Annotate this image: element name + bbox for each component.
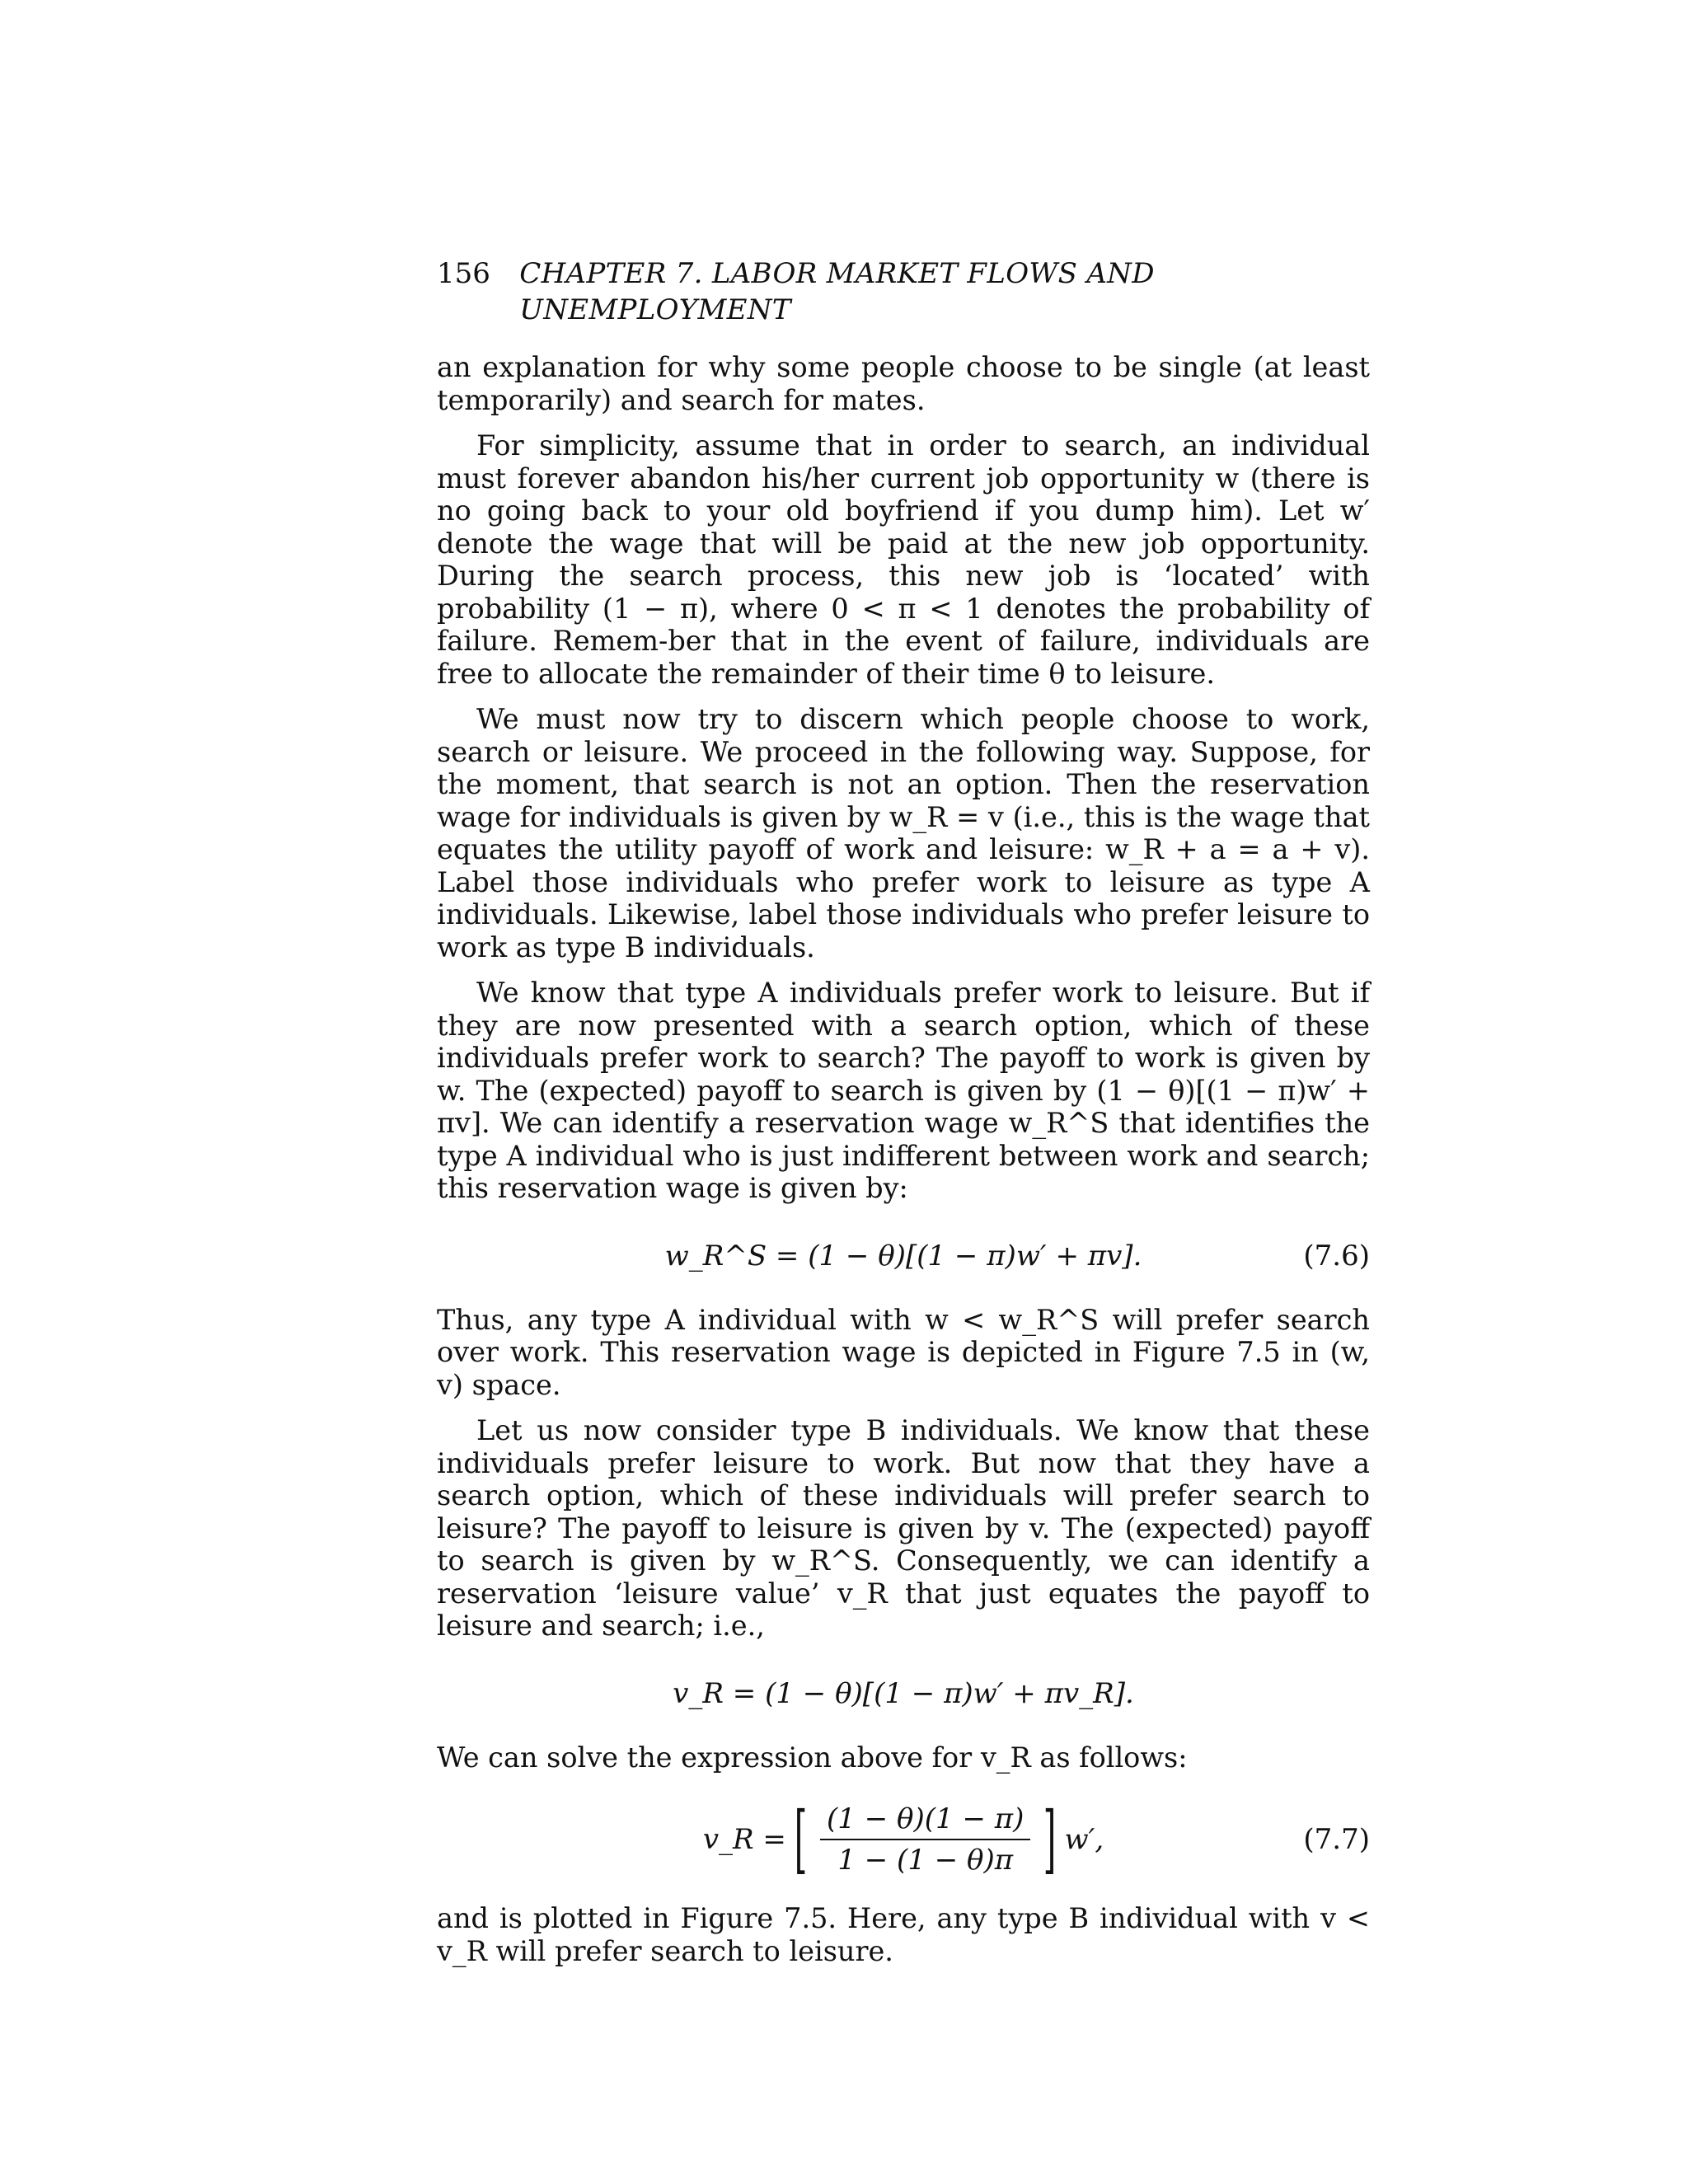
paragraph-7: We can solve the expression above for v_R as follows: [437,1741,1188,1774]
paragraph-1: an explanation for why some people choose to be single (at least temporarily) and search for mates. [437,351,1370,416]
right-bracket: ] [1043,1796,1057,1882]
equation-7-6 [437,1218,1370,1294]
chapter-title: CHAPTER 7. LABOR MARKET FLOWS AND UNEMPLOYMENT [519,257,1155,326]
equation-7-7-number: (7.7) [1303,1823,1370,1856]
paragraph-4: We know that type A individuals prefer work to leisure. But if they are now presented with a search option, which of these individuals prefer work to search? The payoff to work is given by w. The (expected) payoff to search is given by (1 − θ)[(1 − π)w′ + πv]. We can identify a reservation wage w_R^S that identifies the type A individual who is just indifferent between work and search; this reservation wage is given by: [437,977,1370,1204]
page-header [437,255,1370,328]
fraction-denominator: 1 − (1 − θ)π [837,1844,1014,1877]
paragraph-3: We must now try to discern which people choose to work, search or leisure. We proceed in the following way. Suppose, for the moment, that search is not an option. Then the reservation wage for individuals is given by w_R = v (i.e., this is the wage that equates the utility payoff of work and leisure: w_R + a = a + v). Label those individuals who prefer work to leisure as type A individuals. Likewise, label those individuals who prefer leisure to work as type B individuals. [437,703,1370,963]
document-page [437,255,1370,1980]
equation-vr-body: v_R = (1 − θ)[(1 − π)w′ + πv_R]. [673,1676,1134,1710]
equation-7-6-number: (7.6) [1303,1239,1370,1272]
left-bracket: [ [794,1796,808,1882]
equation-7-6-body: w_R^S = (1 − θ)[(1 − π)w′ + πv]. [664,1239,1142,1272]
paragraph-5: Thus, any type A individual with w < w_R^S will prefer search over work. This reservation wage is depicted in Figure 7.5 in (w, v) space. [437,1303,1370,1401]
equation-7-7-lhs: v_R = [702,1823,786,1856]
page-number: 156 [437,257,490,290]
paragraph-6: Let us now consider type B individuals. We know that these individuals prefer leisure to work. But now that they have a search option, which of these individuals will prefer search to leisure? The payoff to leisure is given by v. The (expected) payoff to search is given by w_R^S. Consequently, we can identify a reservation ‘leisure value’ v_R that just equates the payoff to leisure and search; i.e., [437,1414,1370,1642]
equation-7-7-body [702,1796,1104,1882]
fraction [820,1802,1030,1877]
equation-7-7 [437,1787,1370,1892]
equation-vr [437,1656,1370,1732]
equation-7-7-rhs: w′, [1064,1823,1104,1856]
paragraph-2: For simplicity, assume that in order to search, an individual must forever abandon his/her current job opportunity w (there is no going back to your old boyfriend if you dump him). Let w′ denote the wage that will be paid at the new job opportunity. During the search process, this new job is ‘located’ with probability (1 − π), where 0 < π < 1 denotes the probability of failure. Remem-ber that in the event of failure, individuals are free to allocate the remainder of their time θ to leisure. [437,429,1370,690]
fraction-numerator: (1 − θ)(1 − π) [820,1802,1030,1840]
paragraph-8: and is plotted in Figure 7.5. Here, any type B individual with v < v_R will prefer search to leisure. [437,1902,1370,1967]
